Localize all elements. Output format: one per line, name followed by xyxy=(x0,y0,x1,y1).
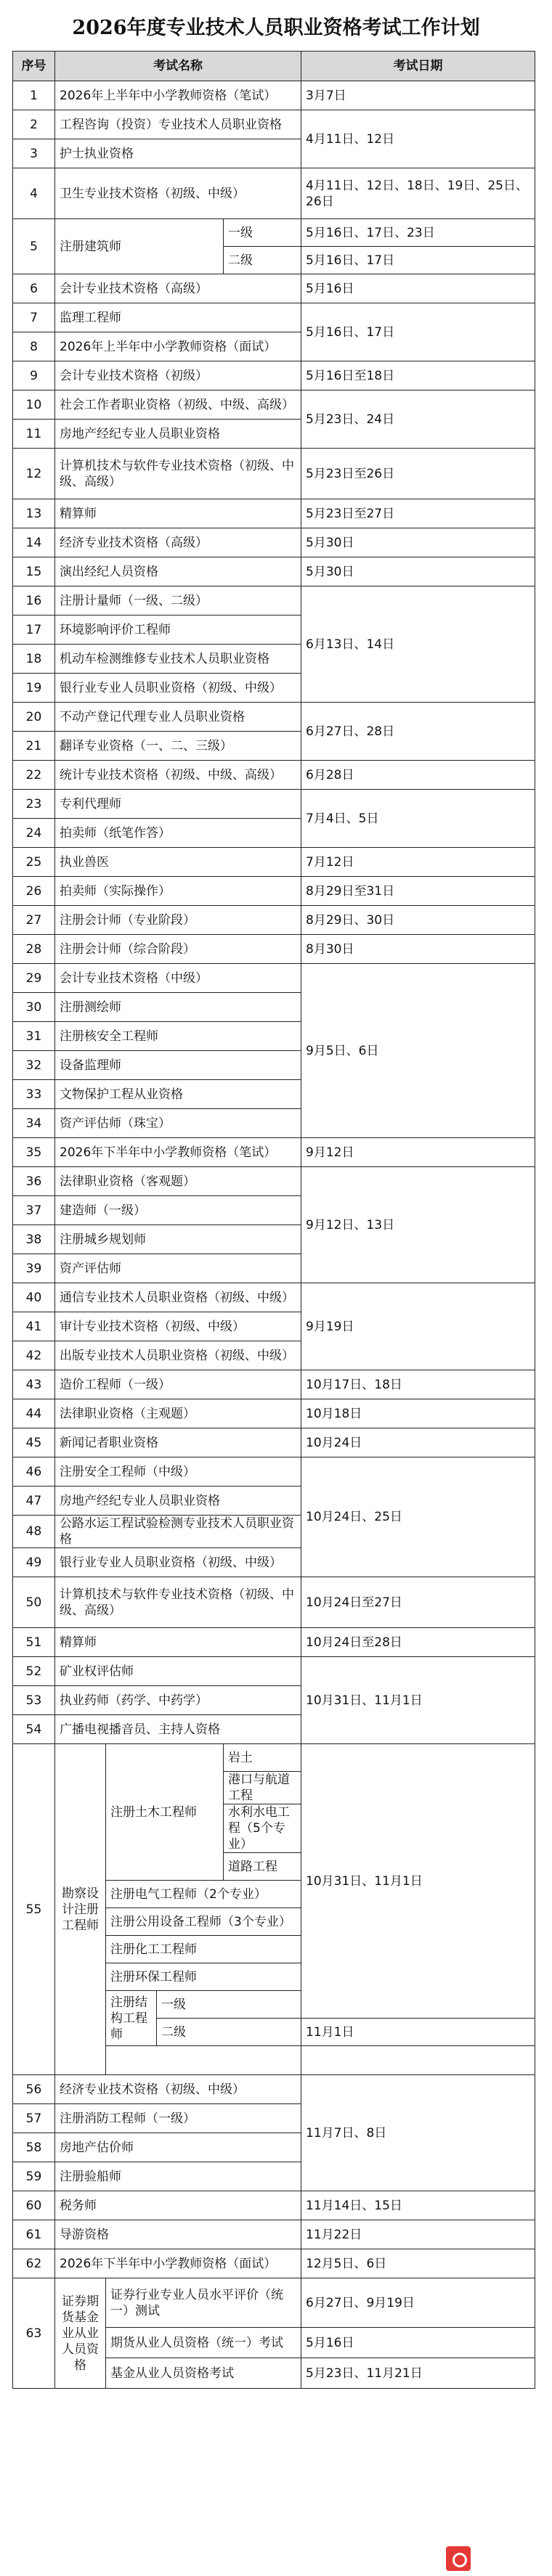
table-row xyxy=(13,361,535,391)
row-no: 36 xyxy=(13,1167,55,1196)
exam-name: 机动车检测维修专业技术人员职业资格 xyxy=(55,645,301,674)
table-row xyxy=(13,790,535,819)
table-row xyxy=(13,935,535,964)
exam-date: 8月29日至31日 xyxy=(301,877,535,906)
table-row xyxy=(13,2278,535,2328)
exam-date: 5月23日、11月21日 xyxy=(301,2358,535,2389)
exam-date: 9月12日、13日 xyxy=(301,1167,535,1283)
exam-name: 银行业专业人员职业资格（初级、中级） xyxy=(55,674,301,703)
exam-name: 卫生专业技术资格（初级、中级） xyxy=(55,168,301,219)
row-no: 58 xyxy=(13,2133,55,2162)
exam-date: 8月29日、30日 xyxy=(301,906,535,935)
row-no: 23 xyxy=(13,790,55,819)
table-row xyxy=(13,1167,535,1196)
exam-date: 11月1日 xyxy=(301,2019,535,2046)
row-no: 1 xyxy=(13,81,55,110)
exam-date: 6月27日、9月19日 xyxy=(301,2278,535,2328)
table-row xyxy=(13,1370,535,1399)
exam-name: 统计专业技术资格（初级、中级、高级） xyxy=(55,761,301,790)
exam-date: 11月22日 xyxy=(301,2220,535,2249)
exam-date: 9月5日、6日 xyxy=(301,964,535,1138)
exam-name: 注册计量师（一级、二级） xyxy=(55,586,301,616)
table-row xyxy=(13,1138,535,1167)
exam-sub-name: 证券行业专业人员水平评价（统一）测试 xyxy=(106,2278,301,2328)
exam-name: 2026年上半年中小学教师资格（笔试） xyxy=(55,81,301,110)
exam-date: 7月12日 xyxy=(301,848,535,877)
table-row xyxy=(13,586,535,616)
exam-date: 6月27日、28日 xyxy=(301,703,535,761)
row-no: 44 xyxy=(13,1399,55,1428)
row-no: 18 xyxy=(13,645,55,674)
exam-date: 12月5日、6日 xyxy=(301,2249,535,2278)
exam-name: 环境影响评价工程师 xyxy=(55,616,301,645)
row-no: 21 xyxy=(13,732,55,761)
row-no: 16 xyxy=(13,586,55,616)
exam-date: 4月11日、12日、18日、19日、25日、26日 xyxy=(301,168,535,219)
row-no: 13 xyxy=(13,499,55,528)
exam-date: 5月16日至18日 xyxy=(301,361,535,391)
exam-name: 监理工程师 xyxy=(55,303,301,332)
row-no: 40 xyxy=(13,1283,55,1312)
row-no: 38 xyxy=(13,1225,55,1254)
exam-sub-name: 注册土木工程师 xyxy=(106,1744,224,1881)
exam-name: 工程咨询（投资）专业技术人员职业资格 xyxy=(55,110,301,139)
row-no: 9 xyxy=(13,361,55,391)
exam-date: 9月12日 xyxy=(301,1138,535,1167)
exam-name: 银行业专业人员职业资格（初级、中级） xyxy=(55,1548,301,1577)
row-no: 59 xyxy=(13,2162,55,2191)
table-row xyxy=(13,528,535,557)
exam-name: 2026年上半年中小学教师资格（面试） xyxy=(55,332,301,361)
exam-name: 注册建筑师 xyxy=(55,219,224,274)
row-no: 5 xyxy=(13,219,55,274)
table-row xyxy=(13,1628,535,1657)
row-no: 29 xyxy=(13,964,55,993)
exam-name: 不动产登记代理专业人员职业资格 xyxy=(55,703,301,732)
exam-date: 9月19日 xyxy=(301,1283,535,1370)
exam-date: 5月16日 xyxy=(301,274,535,303)
row-no: 42 xyxy=(13,1341,55,1370)
exam-name: 注册核安全工程师 xyxy=(55,1022,301,1051)
row-no: 52 xyxy=(13,1657,55,1686)
exam-date: 5月16日 xyxy=(301,2328,535,2358)
table-row xyxy=(13,848,535,877)
exam-name: 护士执业资格 xyxy=(55,139,301,168)
table-row xyxy=(13,1283,535,1312)
exam-date: 4月11日、12日 xyxy=(301,110,535,168)
exam-date: 10月24日至28日 xyxy=(301,1628,535,1657)
row-no: 55 xyxy=(13,1744,55,2075)
exam-name: 演出经纪人员资格 xyxy=(55,557,301,586)
table-row xyxy=(13,1744,535,1772)
exam-name: 房地产经纪专业人员职业资格 xyxy=(55,1487,301,1516)
table-row xyxy=(13,2220,535,2249)
row-no: 50 xyxy=(13,1577,55,1628)
exam-date: 5月23日至26日 xyxy=(301,449,535,499)
exam-name: 社会工作者职业资格（初级、中级、高级） xyxy=(55,391,301,420)
exam-name: 拍卖师（纸笔作答） xyxy=(55,819,301,848)
table-row xyxy=(13,557,535,586)
exam-name: 2026年下半年中小学教师资格（面试） xyxy=(55,2249,301,2278)
exam-name: 法律职业资格（客观题） xyxy=(55,1167,301,1196)
row-no: 49 xyxy=(13,1548,55,1577)
exam-name: 会计专业技术资格（高级） xyxy=(55,274,301,303)
row-no: 6 xyxy=(13,274,55,303)
table-row xyxy=(13,219,535,247)
exam-name: 注册消防工程师（一级） xyxy=(55,2104,301,2133)
exam-sub-name: 二级 xyxy=(224,247,301,274)
exam-date: 10月31日、11月1日 xyxy=(301,1657,535,1744)
exam-date: 6月28日 xyxy=(301,761,535,790)
exam-date: 6月13日、14日 xyxy=(301,586,535,703)
exam-date: 11月14日、15日 xyxy=(301,2191,535,2220)
exam-sub-name: 注册公用设备工程师（3个专业） xyxy=(106,1908,301,1936)
exam-sub-spacer xyxy=(106,2046,301,2075)
row-no: 31 xyxy=(13,1022,55,1051)
exam-date: 5月30日 xyxy=(301,528,535,557)
table-row xyxy=(13,761,535,790)
row-no: 17 xyxy=(13,616,55,645)
row-no: 27 xyxy=(13,906,55,935)
header-date: 考试日期 xyxy=(301,52,535,81)
exam-name: 注册会计师（专业阶段） xyxy=(55,906,301,935)
table-row xyxy=(13,303,535,332)
exam-name: 房地产经纪专业人员职业资格 xyxy=(55,420,301,449)
table-row xyxy=(13,1428,535,1457)
page-title: 2026年度专业技术人员职业资格考试工作计划 xyxy=(72,16,480,39)
table-row xyxy=(13,964,535,993)
row-no: 4 xyxy=(13,168,55,219)
header-no: 序号 xyxy=(13,52,55,81)
table-row xyxy=(13,81,535,110)
table-row xyxy=(13,2249,535,2278)
exam-sub-name: 注册环保工程师 xyxy=(106,1963,301,1991)
row-no: 62 xyxy=(13,2249,55,2278)
row-no: 47 xyxy=(13,1487,55,1516)
exam-name: 注册安全工程师（中级） xyxy=(55,1457,301,1487)
row-no: 24 xyxy=(13,819,55,848)
table-row xyxy=(13,1399,535,1428)
exam-sub-item: 道路工程 xyxy=(224,1853,301,1881)
exam-sub-item: 二级 xyxy=(157,2019,301,2046)
row-no: 35 xyxy=(13,1138,55,1167)
row-no: 14 xyxy=(13,528,55,557)
table-row xyxy=(13,391,535,420)
exam-name: 公路水运工程试验检测专业技术人员职业资格 xyxy=(55,1516,301,1548)
exam-name: 会计专业技术资格（中级） xyxy=(55,964,301,993)
exam-date: 5月23日至27日 xyxy=(301,499,535,528)
row-no: 15 xyxy=(13,557,55,586)
row-no: 20 xyxy=(13,703,55,732)
table-row xyxy=(13,906,535,935)
exam-date: 10月18日 xyxy=(301,1399,535,1428)
exam-date-spacer xyxy=(301,2046,535,2075)
row-no: 56 xyxy=(13,2075,55,2104)
exam-name: 税务师 xyxy=(55,2191,301,2220)
exam-name: 计算机技术与软件专业技术资格（初级、中级、高级） xyxy=(55,449,301,499)
table-row xyxy=(13,274,535,303)
row-no: 34 xyxy=(13,1109,55,1138)
exam-name: 注册验船师 xyxy=(55,2162,301,2191)
row-no: 8 xyxy=(13,332,55,361)
exam-name: 出版专业技术人员职业资格（初级、中级） xyxy=(55,1341,301,1370)
row-no: 51 xyxy=(13,1628,55,1657)
exam-name: 执业兽医 xyxy=(55,848,301,877)
exam-date: 5月16日、17日 xyxy=(301,247,535,274)
exam-date: 5月16日、17日、23日 xyxy=(301,219,535,247)
row-no: 43 xyxy=(13,1370,55,1399)
exam-sub-item: 一级 xyxy=(157,1991,301,2019)
exam-sub-name: 期货从业人员资格（统一）考试 xyxy=(106,2328,301,2358)
exam-name: 法律职业资格（主观题） xyxy=(55,1399,301,1428)
row-no: 45 xyxy=(13,1428,55,1457)
exam-name: 经济专业技术资格（高级） xyxy=(55,528,301,557)
row-no: 19 xyxy=(13,674,55,703)
exam-name: 建造师（一级） xyxy=(55,1196,301,1225)
exam-name: 计算机技术与软件专业技术资格（初级、中级、高级） xyxy=(55,1577,301,1628)
exam-date: 10月31日、11月1日 xyxy=(301,1744,535,2019)
row-no: 46 xyxy=(13,1457,55,1487)
exam-name: 广播电视播音员、主持人资格 xyxy=(55,1715,301,1744)
watermark-logo xyxy=(446,2544,548,2573)
exam-name: 精算师 xyxy=(55,499,301,528)
exam-name: 造价工程师（一级） xyxy=(55,1370,301,1399)
table-row xyxy=(13,2191,535,2220)
exam-name: 注册会计师（综合阶段） xyxy=(55,935,301,964)
row-no: 10 xyxy=(13,391,55,420)
exam-group-name: 证券期货基金业从业人员资格 xyxy=(55,2278,106,2389)
table-row xyxy=(13,2075,535,2104)
exam-sub-name: 注册电气工程师（2个专业） xyxy=(106,1881,301,1908)
exam-sub-name: 一级 xyxy=(224,219,301,247)
exam-group-name: 勘察设计注册工程师 xyxy=(55,1744,106,2075)
logo-icon xyxy=(446,2546,471,2571)
row-no: 30 xyxy=(13,993,55,1022)
exam-date: 3月7日 xyxy=(301,81,535,110)
exam-name: 资产评估师（珠宝） xyxy=(55,1109,301,1138)
exam-name: 注册城乡规划师 xyxy=(55,1225,301,1254)
row-no: 53 xyxy=(13,1686,55,1715)
exam-name: 2026年下半年中小学教师资格（笔试） xyxy=(55,1138,301,1167)
table-header-row xyxy=(13,52,535,81)
exam-sub-item: 岩土 xyxy=(224,1744,301,1772)
exam-name: 经济专业技术资格（初级、中级） xyxy=(55,2075,301,2104)
exam-date: 10月24日 xyxy=(301,1428,535,1457)
exam-name: 注册测绘师 xyxy=(55,993,301,1022)
row-no: 3 xyxy=(13,139,55,168)
row-no: 63 xyxy=(13,2278,55,2389)
exam-sub-name: 注册结构工程师 xyxy=(106,1991,157,2046)
row-no: 26 xyxy=(13,877,55,906)
table-row xyxy=(13,1577,535,1628)
exam-name: 设备监理师 xyxy=(55,1051,301,1080)
exam-date: 7月4日、5日 xyxy=(301,790,535,848)
exam-name: 会计专业技术资格（初级） xyxy=(55,361,301,391)
exam-date: 10月24日至27日 xyxy=(301,1577,535,1628)
row-no: 22 xyxy=(13,761,55,790)
exam-name: 拍卖师（实际操作） xyxy=(55,877,301,906)
header-name: 考试名称 xyxy=(55,52,301,81)
exam-sub-name: 基金从业人员资格考试 xyxy=(106,2358,301,2389)
table-row xyxy=(13,877,535,906)
table-row xyxy=(13,1457,535,1487)
row-no: 7 xyxy=(13,303,55,332)
exam-sub-item: 港口与航道工程 xyxy=(224,1772,301,1804)
exam-name: 执业药师（药学、中药学） xyxy=(55,1686,301,1715)
exam-date: 8月30日 xyxy=(301,935,535,964)
row-no: 2 xyxy=(13,110,55,139)
row-no: 60 xyxy=(13,2191,55,2220)
table-row xyxy=(13,110,535,139)
row-no: 37 xyxy=(13,1196,55,1225)
row-no: 54 xyxy=(13,1715,55,1744)
exam-sub-item: 水利水电工程（5个专业） xyxy=(224,1804,301,1853)
exam-name: 资产评估师 xyxy=(55,1254,301,1283)
exam-name: 精算师 xyxy=(55,1628,301,1657)
row-no: 41 xyxy=(13,1312,55,1341)
row-no: 28 xyxy=(13,935,55,964)
exam-date: 5月16日、17日 xyxy=(301,303,535,361)
exam-name: 文物保护工程从业资格 xyxy=(55,1080,301,1109)
exam-name: 通信专业技术人员职业资格（初级、中级） xyxy=(55,1283,301,1312)
table-row xyxy=(13,1657,535,1686)
exam-name: 翻译专业资格（一、二、三级） xyxy=(55,732,301,761)
row-no: 32 xyxy=(13,1051,55,1080)
exam-date: 11月7日、8日 xyxy=(301,2075,535,2191)
row-no: 61 xyxy=(13,2220,55,2249)
table-row xyxy=(13,703,535,732)
row-no: 25 xyxy=(13,848,55,877)
table-row xyxy=(13,499,535,528)
exam-schedule-table xyxy=(12,51,535,2389)
exam-date: 5月30日 xyxy=(301,557,535,586)
exam-date: 5月23日、24日 xyxy=(301,391,535,449)
row-no: 33 xyxy=(13,1080,55,1109)
exam-date: 10月24日、25日 xyxy=(301,1457,535,1577)
exam-name: 审计专业技术资格（初级、中级） xyxy=(55,1312,301,1341)
exam-name: 新闻记者职业资格 xyxy=(55,1428,301,1457)
row-no: 48 xyxy=(13,1516,55,1548)
exam-name: 矿业权评估师 xyxy=(55,1657,301,1686)
row-no: 11 xyxy=(13,420,55,449)
exam-name: 房地产估价师 xyxy=(55,2133,301,2162)
row-no: 39 xyxy=(13,1254,55,1283)
exam-date: 10月17日、18日 xyxy=(301,1370,535,1399)
row-no: 12 xyxy=(13,449,55,499)
table-row xyxy=(13,449,535,499)
exam-name: 导游资格 xyxy=(55,2220,301,2249)
row-no: 57 xyxy=(13,2104,55,2133)
exam-name: 专利代理师 xyxy=(55,790,301,819)
exam-sub-name: 注册化工工程师 xyxy=(106,1936,301,1963)
table-row xyxy=(13,168,535,219)
